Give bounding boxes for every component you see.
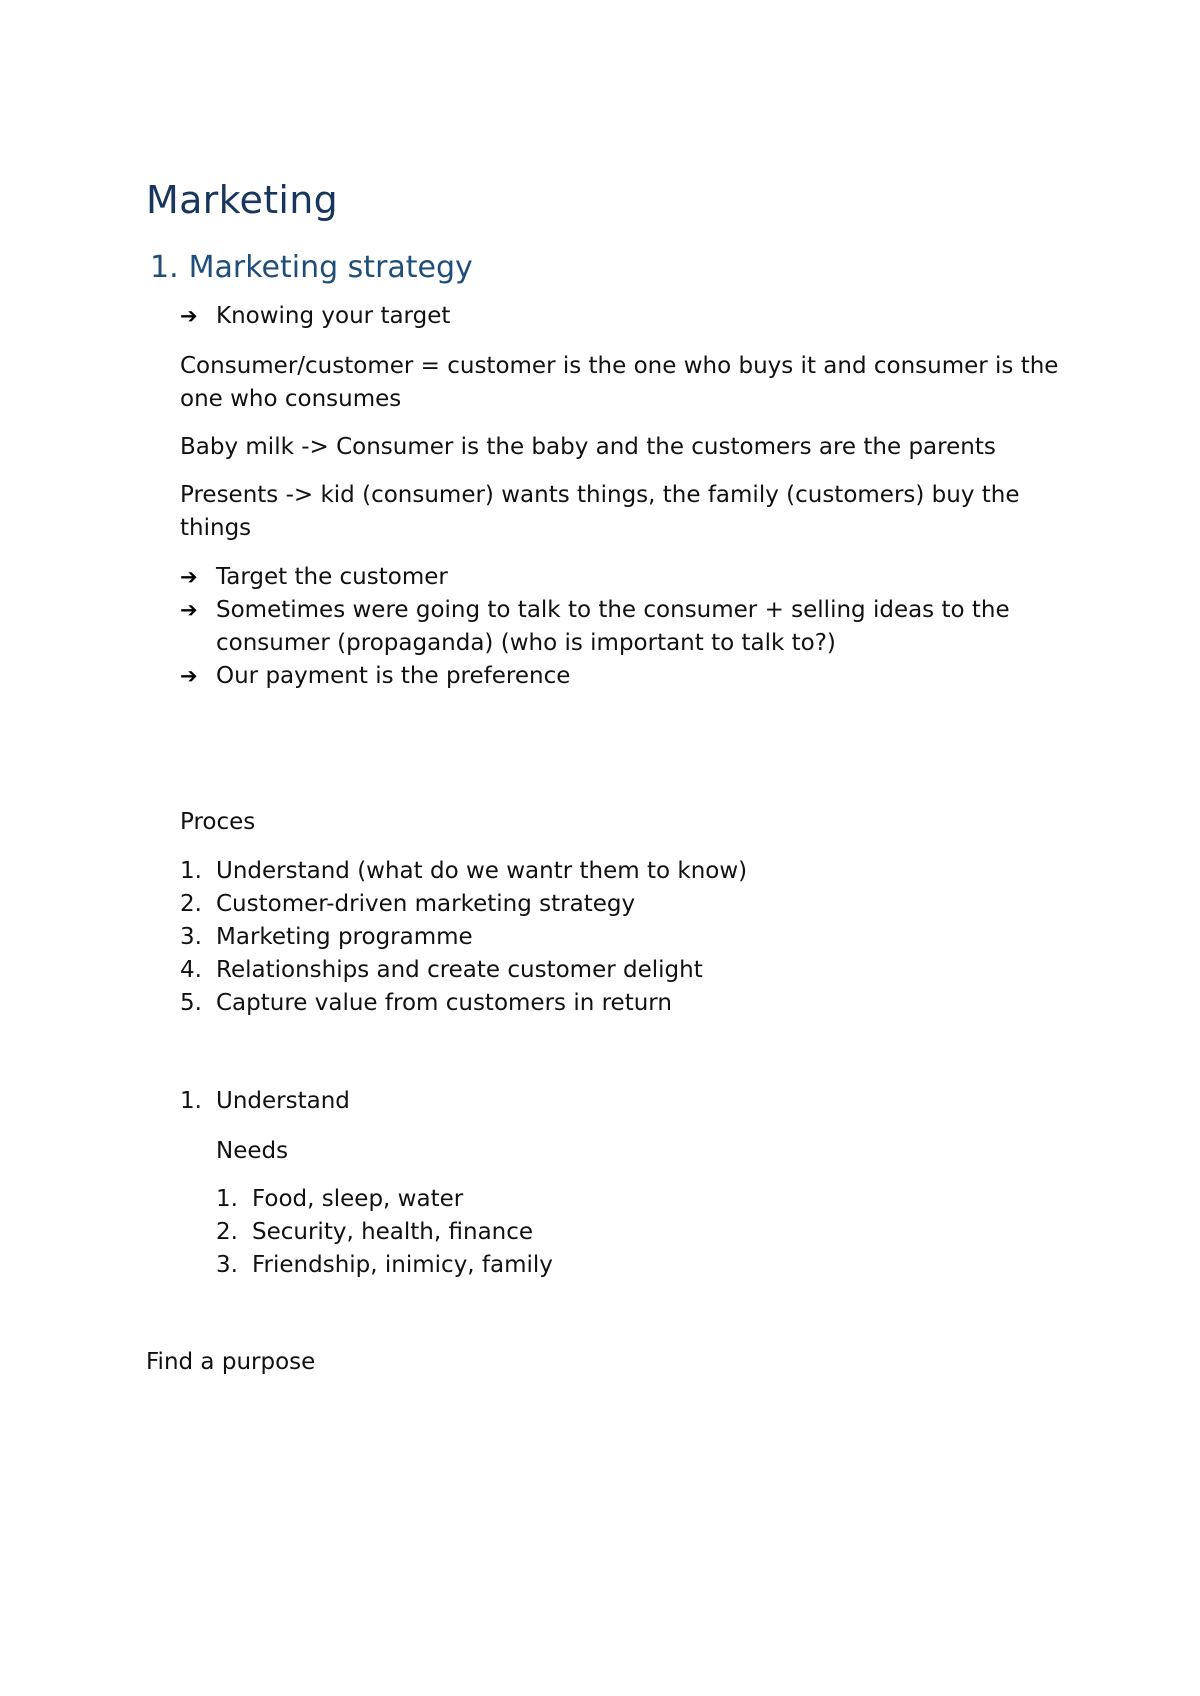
arrow-item-text: Knowing your target — [216, 303, 451, 329]
list-item-text: Marketing programme — [216, 924, 473, 950]
list-item-text: Security, health, finance — [252, 1219, 534, 1245]
numbered-list-item — [216, 1216, 533, 1249]
numbered-list-item — [216, 1183, 463, 1216]
section-heading — [150, 250, 473, 285]
list-number: 1. — [180, 858, 202, 884]
paragraph: Baby milk -> Consumer is the baby and the customers are the parents — [180, 434, 996, 460]
closing-text: Find a purpose — [146, 1349, 316, 1375]
list-number: 2. — [216, 1219, 238, 1245]
paragraph: Consumer/customer = customer is the one who buys it and consumer is the one who consumes — [180, 353, 1059, 412]
arrow-right-icon: ➔ — [180, 598, 198, 622]
list-item-text: Food, sleep, water — [252, 1186, 464, 1212]
document-title: Marketing — [146, 178, 339, 222]
numbered-list-item — [180, 888, 635, 921]
arrow-item-text: Our payment is the preference — [216, 663, 571, 689]
numbered-list-item — [180, 954, 703, 987]
section-heading-text: Marketing strategy — [188, 250, 473, 285]
arrow-right-icon: ➔ — [180, 565, 198, 589]
numbered-list-item — [180, 921, 473, 954]
list-item-text: Capture value from customers in return — [216, 990, 672, 1016]
list-number: 1. — [180, 1088, 202, 1114]
list-item-text: Relationships and create customer delight — [216, 957, 703, 983]
needs-label: Needs — [216, 1138, 289, 1164]
list-number: 1. — [216, 1186, 238, 1212]
list-number: 4. — [180, 957, 202, 983]
arrow-right-icon: ➔ — [180, 304, 198, 328]
list-number: 3. — [180, 924, 202, 950]
arrow-list-item — [180, 561, 448, 594]
list-item-text: Customer-driven marketing strategy — [216, 891, 636, 917]
numbered-list-item — [180, 855, 747, 888]
section-heading-number: 1. — [150, 250, 179, 285]
arrow-item-text: Sometimes were going to talk to the consumer + selling ideas to the consumer (propaganda) (who is important to talk to?) — [216, 597, 1010, 656]
arrow-list-item — [180, 300, 450, 333]
list-number: 5. — [180, 990, 202, 1016]
arrow-item-text: Target the customer — [216, 564, 448, 590]
paragraph: Presents -> kid (consumer) wants things, the family (customers) buy the things — [180, 482, 1020, 541]
arrow-list-item — [180, 594, 1080, 660]
list-number: 2. — [180, 891, 202, 917]
numbered-list-item — [180, 1085, 350, 1118]
list-item-text: Friendship, inimicy, family — [252, 1252, 553, 1278]
numbered-list-item — [216, 1249, 553, 1282]
arrow-list-item — [180, 660, 570, 693]
list-number: 3. — [216, 1252, 238, 1278]
list-item-text: Understand (what do we wantr them to know) — [216, 858, 748, 884]
process-label: Proces — [180, 809, 256, 835]
arrow-right-icon: ➔ — [180, 664, 198, 688]
list-item-text: Understand — [216, 1088, 350, 1114]
numbered-list-item — [180, 987, 672, 1020]
